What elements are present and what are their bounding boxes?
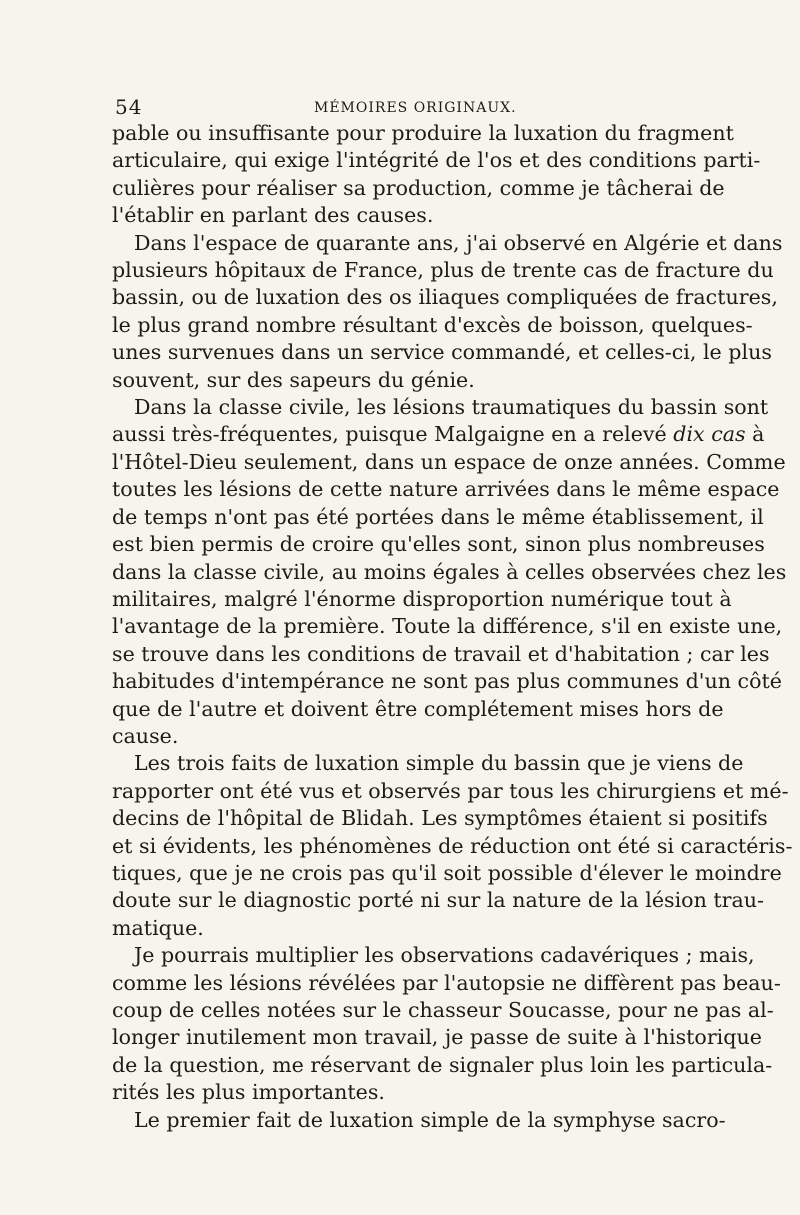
text-line: plusieurs hôpitaux de France, plus de trente cas de fracture du bbox=[112, 258, 774, 283]
text-line: pable ou insuffisante pour produire la luxation du fragment bbox=[112, 121, 734, 145]
text-line: souvent, sur des sapeurs du génie. bbox=[112, 367, 475, 392]
text-segment: à bbox=[745, 422, 765, 447]
text-line: militaires, malgré l'énorme disproportion numérique tout à bbox=[112, 586, 732, 611]
text-line: et si évidents, les phénomènes de réduction ont été si caractéris- bbox=[112, 833, 793, 858]
text-line: decins de l'hôpital de Blidah. Les symptômes étaient si positifs bbox=[112, 806, 768, 831]
text-line: de temps n'ont pas été portées dans le même établissement, il bbox=[112, 504, 764, 529]
text-line: bassin, ou de luxation des os iliaques compliquées de fractures, bbox=[112, 285, 778, 310]
text-line: Je pourrais multiplier les observations cadavériques ; mais, bbox=[134, 943, 755, 968]
paragraph bbox=[112, 1107, 726, 1134]
text-line: tiques, que je ne crois pas qu'il soit possible d'élever le moindre bbox=[112, 860, 782, 885]
text-line: culières pour réaliser sa production, comme je tâcherai de bbox=[112, 175, 725, 200]
text-line: cause. bbox=[112, 723, 179, 748]
text-line: l'établir en parlant des causes. bbox=[112, 203, 434, 228]
text-line: rités les plus importantes. bbox=[112, 1080, 385, 1105]
page-header bbox=[112, 92, 688, 120]
text-line: rapporter ont été vus et observés par tous les chirurgiens et mé- bbox=[112, 778, 789, 803]
paragraph bbox=[112, 942, 781, 1106]
paragraph bbox=[112, 750, 793, 942]
text-line: habitudes d'intempérance ne sont pas plus communes d'un côté bbox=[112, 669, 782, 694]
paragraph bbox=[112, 120, 761, 230]
document-page bbox=[112, 92, 793, 1134]
page-number: 54 bbox=[115, 95, 143, 119]
italic-phrase: dix cas bbox=[673, 422, 746, 447]
text-line-with-italic bbox=[112, 421, 765, 448]
text-line: toutes les lésions de cette nature arrivées dans le même espace bbox=[112, 477, 780, 502]
text-line: dans la classe civile, au moins égales à celles observées chez les bbox=[112, 559, 787, 584]
text-line: se trouve dans les conditions de travail et d'habitation ; car les bbox=[112, 641, 770, 666]
text-line: unes survenues dans un service commandé, et celles-ci, le plus bbox=[112, 340, 772, 365]
text-line: est bien permis de croire qu'elles sont, sinon plus nombreuses bbox=[112, 532, 765, 557]
text-line: comme les lésions révélées par l'autopsie ne diffèrent pas beau- bbox=[112, 970, 781, 995]
text-line: doute sur le diagnostic porté ni sur la nature de la lésion trau- bbox=[112, 888, 765, 913]
text-line: Le premier fait de luxation simple de la symphyse sacro- bbox=[134, 1107, 726, 1132]
text-line: Les trois faits de luxation simple du bassin que je viens de bbox=[134, 751, 744, 776]
text-line: longer inutilement mon travail, je passe de suite à l'historique bbox=[112, 1025, 762, 1050]
text-line: de la question, me réservant de signaler plus loin les particula- bbox=[112, 1052, 773, 1077]
text-segment: aussi très-fréquentes, puisque Malgaigne en a relevé bbox=[112, 422, 674, 447]
text-line: articulaire, qui exige l'intégrité de l'os et des conditions parti- bbox=[112, 148, 761, 173]
text-line: matique. bbox=[112, 915, 204, 940]
text-line: coup de celles notées sur le chasseur Soucasse, pour ne pas al- bbox=[112, 998, 774, 1022]
text-line: le plus grand nombre résultant d'excès de boisson, quelques- bbox=[112, 312, 753, 337]
text-line: Dans l'espace de quarante ans, j'ai observé en Algérie et dans bbox=[134, 230, 783, 255]
text-line: Dans la classe civile, les lésions traumatiques du bassin sont bbox=[134, 395, 769, 420]
paragraph bbox=[112, 230, 783, 394]
running-head: MÉMOIRES ORIGINAUX. bbox=[314, 100, 517, 116]
text-line: l'Hôtel-Dieu seulement, dans un espace de onze années. Comme bbox=[112, 449, 786, 474]
text-line: que de l'autre et doivent être complétement mises hors de bbox=[112, 696, 724, 721]
paragraph bbox=[112, 394, 787, 750]
text-line: l'avantage de la première. Toute la différence, s'il en existe une, bbox=[112, 614, 783, 639]
